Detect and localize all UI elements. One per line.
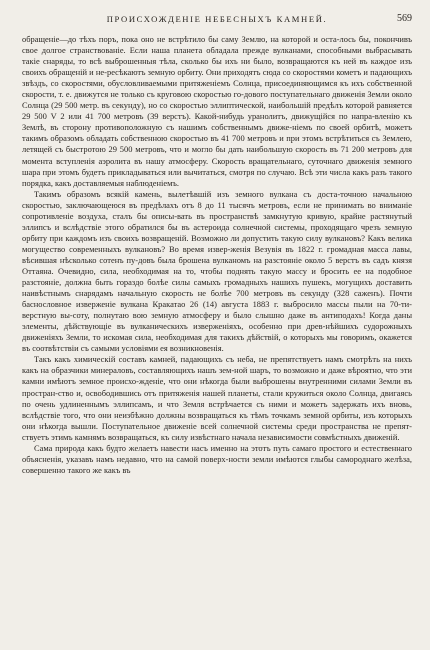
page-number: 569	[397, 13, 412, 24]
paragraph: Сама природа какъ будто желаетъ навести насъ именно на этотъ путь самаго простого и естественнаго объясненія, указавъ намъ недавно, что на самой поверх-ности земли имѣются глыбы самороднаго желѣза, совершенно такого же какъ въ	[22, 442, 412, 475]
paragraph: обращеніе—до тѣхъ поръ, пока оно не встрѣтило бы саму Землю, на которой и оста-лось бы, покончивъ свое долгое странствованіе. Если наша планета обладала прежде вулканами, способными выбрасывать такіе снаряды, то всѣ выброшенныя тѣла, сколько бы ихъ ни было, возвращаются къ ней въ каждое изъ своихъ обращеній и не-ресѣкаютъ земную орбиту. Они приходятъ сюда со скоростями кометъ и падающихъ звѣздъ, со скоростями, обусловливаемыми притяженіемъ Солнца, присоединяющимся къ ихъ собственной скорости, т. е. движутся не только съ круговою скоростью го-дового поступательнаго движенія Земли около Солнца (29 500 метр. въ секунду), но со скоростью эллиптической, наибольшій предѣлъ которой равняется 29 500 V 2 или 41 700 метровъ (39 верстъ). Какой-нибудь уранолитъ, движущійся по напра-вленію къ Землѣ, въ сторону противоположную съ нашимъ собственнымъ движе-ніемъ по своей орбитѣ, можетъ такимъ образомъ обладать собственною скоростью въ 41 700 метровъ и при этомъ встрѣтиться съ Землею, летящей съ быстротою 29 500 метровъ, что и могло бы дать наибольшую скорость въ 71 200 метровъ для момента вступленія аэролита въ нашу атмосферу. Скорость вращательнаго, суточнаго движенія земного шара при этомъ будетъ прикладываться или вычитаться, смотря по случаю. Всѣ эти числа какъ разъ такого порядка, какъ доставляемыя наблюденіемъ.	[22, 34, 412, 188]
paragraph: Такимъ образомъ всякій камень, вылетѣвшій изъ земного вулкана съ доста-точною начальною скоростью, заключающеюся въ предѣлахъ отъ 8 до 11 тысячъ метровъ, если не принимать во вниманіе сопротивленіе воздуха, сталъ бы описы-вать въ пространствѣ замкнутую кривую, крайне растянутый эллипсъ и вслѣдствіе этого обратился бы въ астероида солнечной системы, проходящаго чрезъ земную орбиту при каждомъ изъ своихъ возвращеній. Возможно ли допустить такую силу вулкановъ? Какъ велика могущество современныхъ вулкановъ? Во время извер-женія Везувія въ 1822 г. громадная масса лавы, вѣсившая нѣсколько сотенъ пу-довъ была брошена вулканомъ на разстояніе около 5 верстъ въ садъ князя Оттаяна. Очевидно, сила, необходимая на то, чтобы поднять такую массу и бросить ее на подобное разстояніе, должна быть гораздо болѣе силы самыхъ громадныхъ нашихъ пушекъ, могущихъ доставить наивѣстнымъ снарядамъ начальную скорость не болѣе 700 метровъ въ секунду (328 саженъ). Почти баснословное изверженіе вулкана Кракатао 26 (14) августа 1883 г. выбросило массы пыли на 70-ти-верстную вы-соту, полнутаю вою земную атмосферу и было слышно даже въ антиподахъ! Когда даны элементы, дѣйствующіе въ вулканическихъ изверженіяхъ, особенно при древ-нѣйшихъ судорожныхъ движеніяхъ Земли, то искомая сила, необходимая для такихъ дѣйствій, о которыхъ мы говоримъ, окажется въ соотвѣтствіи съ самыми условіями ея возникновенія.	[22, 188, 412, 354]
page-header	[22, 14, 412, 28]
body-text	[22, 34, 412, 476]
running-title: ПРОИСХОЖДЕНІЕ НЕБЕСНЫХЪ КАМНЕЙ.	[106, 14, 328, 24]
paragraph: Такъ какъ химическій составъ камней, падающихъ съ неба, не препятствуетъ намъ смотрѣть на нихъ какъ на образчики минераловъ, составляющихъ нашъ зем-ной шаръ, то возможно и даже вѣроятно, что эти камни имѣютъ земное происхо-жденіе, что они нѣкогда были выброшены внутренними силами Земли въ простран-ство и, освободившись отъ притяженія нашей планеты, стали кружиться около Солнца, двигаясь по очень удлиненнымъ эллипсамъ, и что Земля встрѣчается съ ними и можетъ задержать ихъ вновь, вслѣдствіе того, что они неизбѣжно должны возвращаться къ тѣмъ точкамъ земной орбиты, изъ которыхъ они нѣкогда вышли. Поступательное движеніе всей солнечной системы среди пространства не препят-ствуетъ этимъ камнямъ возвращаться, къ силу извѣстнаго начала независимости совмѣстныхъ движеній.	[22, 354, 412, 442]
